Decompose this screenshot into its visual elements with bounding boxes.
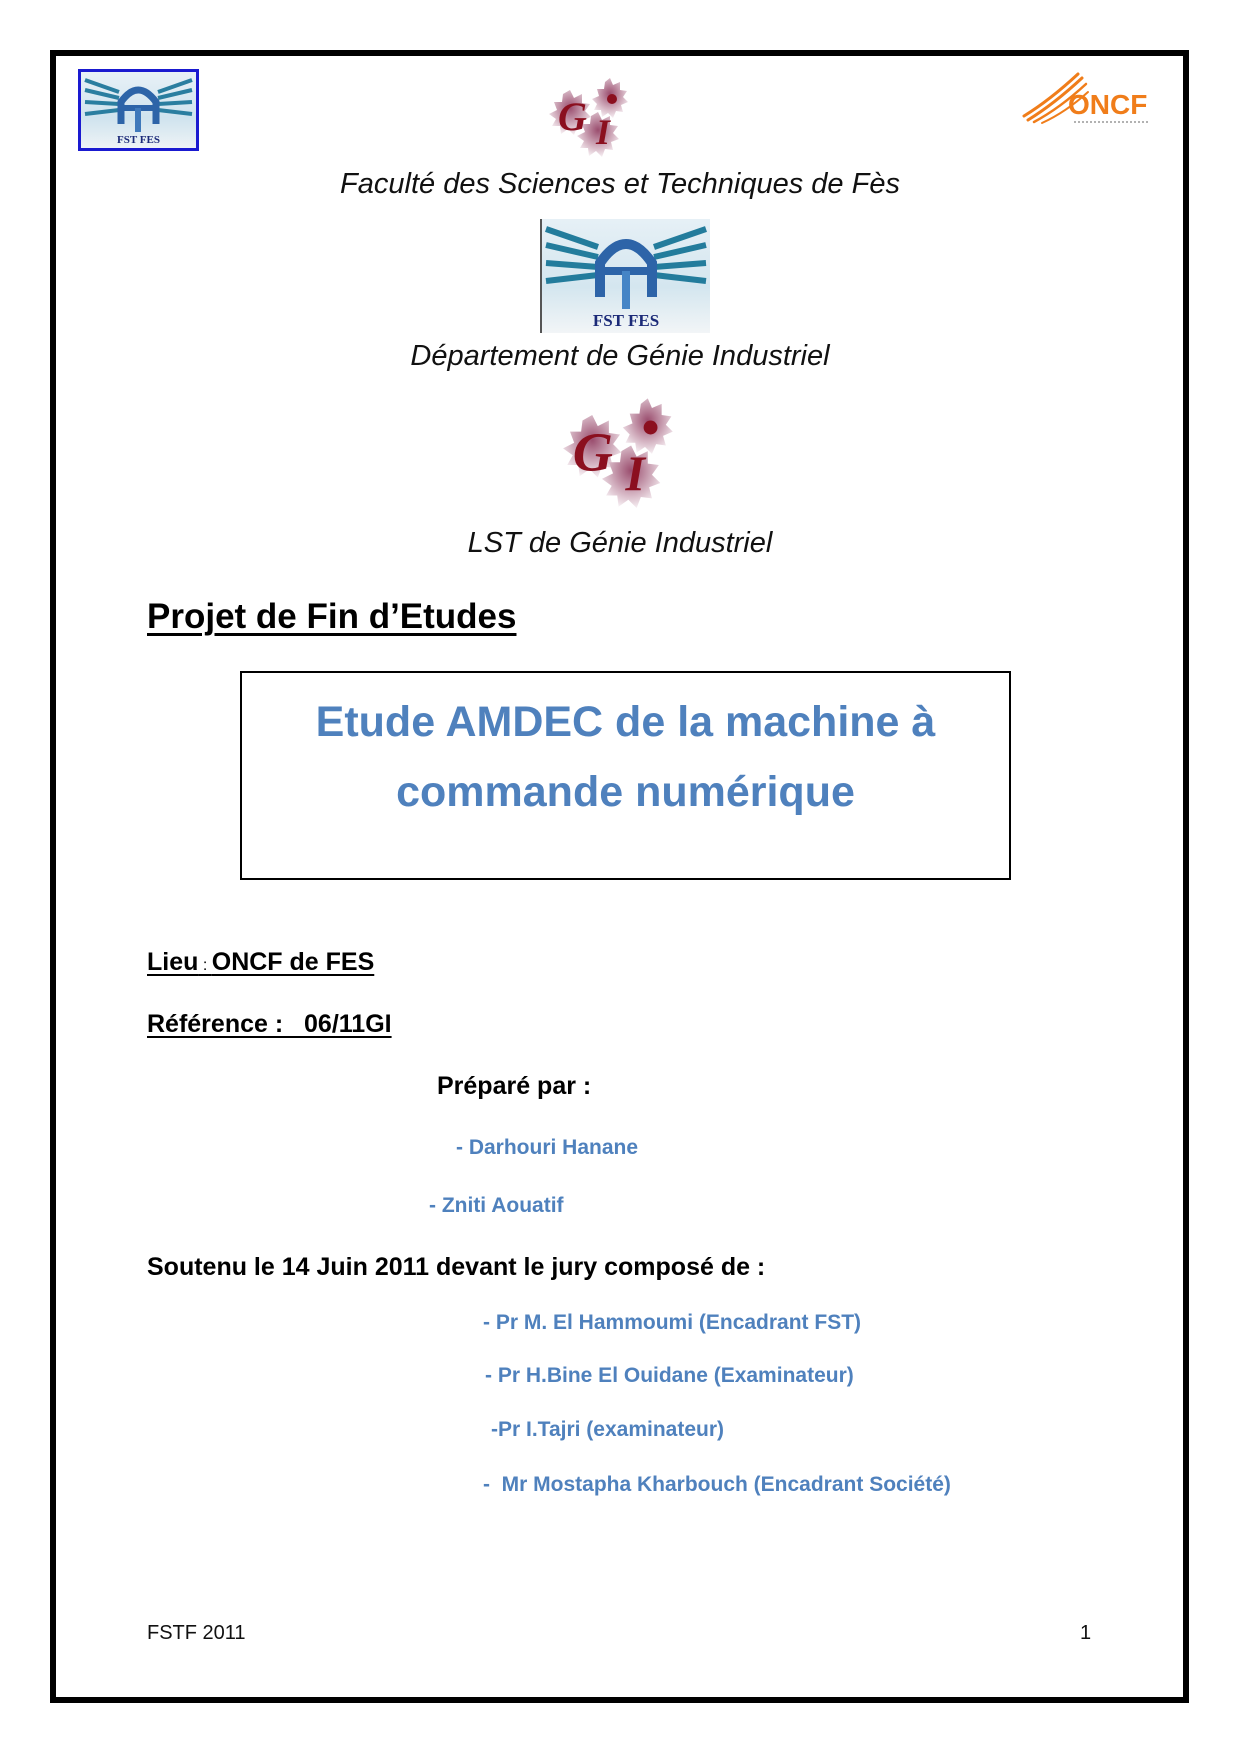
page-number: 1	[1080, 1622, 1092, 1644]
location-field: Lieu : ONCF de FES	[147, 948, 375, 976]
jury-member-3: -Pr I.Tajri (examinateur)	[491, 1418, 725, 1441]
footer-left: FSTF 2011	[147, 1622, 246, 1644]
faculty-name: Faculté des Sciences et Techniques de Fès	[340, 168, 900, 200]
svg-text:I: I	[625, 445, 646, 501]
program-name: LST de Génie Industriel	[467, 527, 773, 559]
location-label: Lieu	[147, 948, 199, 976]
gi-g-letter: G	[558, 94, 587, 139]
project-title	[242, 687, 1009, 827]
oncf-logo	[1020, 70, 1160, 130]
department-name: Département de Génie Industriel	[410, 340, 830, 372]
project-heading: Projet de Fin d’Etudes	[147, 597, 517, 636]
author-1: - Darhouri Hanane	[456, 1136, 639, 1159]
svg-text:G: G	[572, 421, 613, 484]
oncf-wordmark: ONCF	[1068, 89, 1148, 120]
jury-member-1: - Pr M. El Hammoumi (Encadrant FST)	[483, 1311, 862, 1334]
location-value: ONCF de FES	[211, 948, 375, 976]
fst-fes-label: FST FES	[592, 311, 660, 330]
defense-heading: Soutenu le 14 Juin 2011 devant le jury composé de :	[147, 1253, 766, 1281]
gi-gears-logo-large	[550, 390, 690, 515]
prepared-by-heading: Préparé par :	[437, 1072, 592, 1100]
fst-fes-label: FST FES	[117, 134, 160, 146]
fst-fes-logo-large	[540, 219, 710, 333]
jury-member-4: - Mr Mostapha Kharbouch (Encadrant Société)	[483, 1473, 951, 1496]
project-title-line-2: commande numérique	[396, 768, 855, 816]
reference-field: Référence : 06/11GI	[147, 1010, 392, 1038]
jury-member-2: - Pr H.Bine El Ouidane (Examinateur)	[485, 1364, 854, 1387]
project-title-box	[240, 671, 1011, 880]
project-title-line-1: Etude AMDEC de la machine à	[315, 698, 936, 746]
author-2: - Zniti Aouatif	[429, 1194, 564, 1217]
gi-gears-logo-small	[540, 72, 640, 162]
fst-fes-logo-small	[78, 69, 199, 151]
svg-text:I: I	[596, 112, 611, 152]
